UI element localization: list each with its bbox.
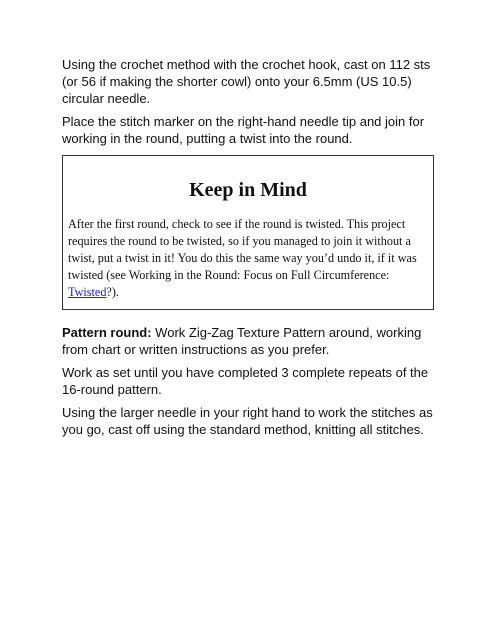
callout-text <box>68 216 428 301</box>
pattern-round-paragraph <box>62 324 434 358</box>
cast-off-paragraph: Using the larger needle in your right hand to work the stitches as you go, cast off using the standard method, knitting all stitches. <box>62 405 433 437</box>
twisted-link[interactable]: Twisted <box>68 285 107 299</box>
repeat-paragraph: Work as set until you have completed 3 complete repeats of the 16-round pattern. <box>62 365 429 397</box>
document-page <box>62 56 434 444</box>
pattern-round-text: Work Zig-Zag Texture Pattern around, working from chart or written instructions as you prefer. <box>62 325 422 357</box>
keep-in-mind-callout <box>62 155 434 310</box>
cast-on-paragraph: Using the crochet method with the crochet hook, cast on 112 sts (or 56 if making the shorter cowl) onto your 6.5mm (US 10.5) circular needle. <box>62 57 431 106</box>
callout-text-main: After the first round, check to see if the round is twisted. This project requires the round to be twisted, so if you managed to join it without a twist, put a twist in it! You do this the same way you’d undo it, if it was twisted (see Working in the Round: Focus on Full Circumference: <box>68 217 417 282</box>
pattern-round-label: Pattern round: <box>62 325 152 340</box>
callout-text-end: ?). <box>106 285 119 299</box>
join-round-paragraph: Place the stitch marker on the right-hand needle tip and join for working in the round, putting a twist into the round. <box>62 114 425 146</box>
callout-title: Keep in Mind <box>189 179 307 201</box>
